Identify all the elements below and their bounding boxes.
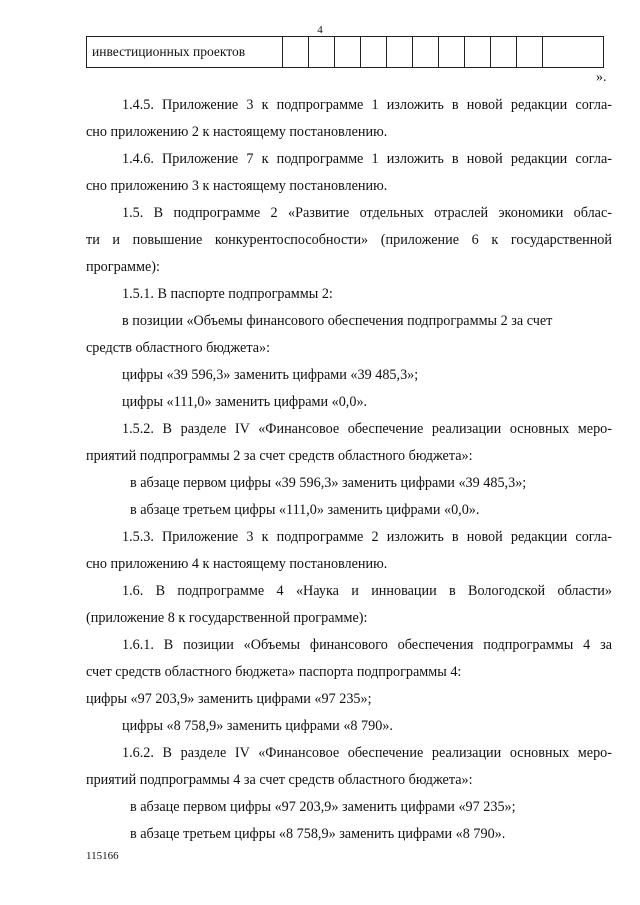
text-line: приятий подпрограммы 2 за счет средств областного бюджета»: — [86, 448, 473, 464]
projects-table — [86, 36, 604, 68]
footer-code: 115166 — [86, 850, 119, 862]
text-line: 1.5.2. В разделе IV «Финансовое обеспечение реализации основных меро- — [122, 421, 612, 437]
table-cell-empty — [517, 37, 543, 68]
text-line: 1.5.1. В паспорте подпрограммы 2: — [122, 286, 333, 302]
text-line: цифры «39 596,3» заменить цифрами «39 485,3»; — [122, 367, 419, 383]
text-line: сно приложению 2 к настоящему постановлению. — [86, 124, 388, 140]
text-line: в абзаце третьем цифры «8 758,9» заменить цифрами «8 790». — [130, 826, 506, 842]
text-line: программе): — [86, 259, 160, 275]
text-line: цифры «8 758,9» заменить цифрами «8 790». — [122, 718, 393, 734]
text-line: в позиции «Объемы финансового обеспечения подпрограммы 2 за счет — [122, 313, 553, 329]
table-cell-empty — [465, 37, 491, 68]
table-cell-empty — [543, 37, 604, 68]
table-cell-empty — [283, 37, 309, 68]
text-line: 1.6.1. В позиции «Объемы финансового обеспечения подпрограммы 4 за — [122, 637, 612, 653]
text-line: сно приложению 4 к настоящему постановлению. — [86, 556, 388, 572]
table-cell-empty — [335, 37, 361, 68]
closing-quote: ». — [596, 70, 607, 85]
table-cell-empty — [439, 37, 465, 68]
text-line: цифры «97 203,9» заменить цифрами «97 235»; — [86, 691, 372, 707]
text-line: в абзаце первом цифры «39 596,3» заменить цифрами «39 485,3»; — [130, 475, 527, 491]
table-row — [87, 37, 604, 68]
text-line: сно приложению 3 к настоящему постановлению. — [86, 178, 388, 194]
text-line: 1.6.2. В разделе IV «Финансовое обеспечение реализации основных меро- — [122, 745, 612, 761]
page-number: 4 — [317, 24, 323, 36]
text-line: 1.4.6. Приложение 7 к подпрограмме 1 изложить в новой редакции согла- — [122, 151, 612, 167]
text-line: 1.4.5. Приложение 3 к подпрограмме 1 изложить в новой редакции согла- — [122, 97, 612, 113]
table-cell-empty — [309, 37, 335, 68]
text-line: 1.5. В подпрограмме 2 «Развитие отдельных отраслей экономики облас- — [122, 205, 612, 221]
text-line: счет средств областного бюджета» паспорта подпрограммы 4: — [86, 664, 462, 680]
table-cell-label: инвестиционных проектов — [87, 37, 283, 68]
text-line: цифры «111,0» заменить цифрами «0,0». — [122, 394, 368, 410]
text-line: в абзаце первом цифры «97 203,9» заменить цифрами «97 235»; — [130, 799, 516, 815]
table-cell-empty — [491, 37, 517, 68]
table-cell-empty — [413, 37, 439, 68]
text-line: в абзаце третьем цифры «111,0» заменить цифрами «0,0». — [130, 502, 480, 518]
table-cell-empty — [361, 37, 387, 68]
text-line: ти и повышение конкурентоспособности» (приложение 6 к государственной — [86, 232, 612, 248]
text-line: 1.6. В подпрограмме 4 «Наука и инновации в Вологодской области» — [122, 583, 612, 599]
text-line: приятий подпрограммы 4 за счет средств областного бюджета»: — [86, 772, 473, 788]
table-cell-empty — [387, 37, 413, 68]
text-line: 1.5.3. Приложение 3 к подпрограмме 2 изложить в новой редакции согла- — [122, 529, 612, 545]
text-line: (приложение 8 к государственной программе): — [86, 610, 368, 626]
text-line: средств областного бюджета»: — [86, 340, 271, 356]
